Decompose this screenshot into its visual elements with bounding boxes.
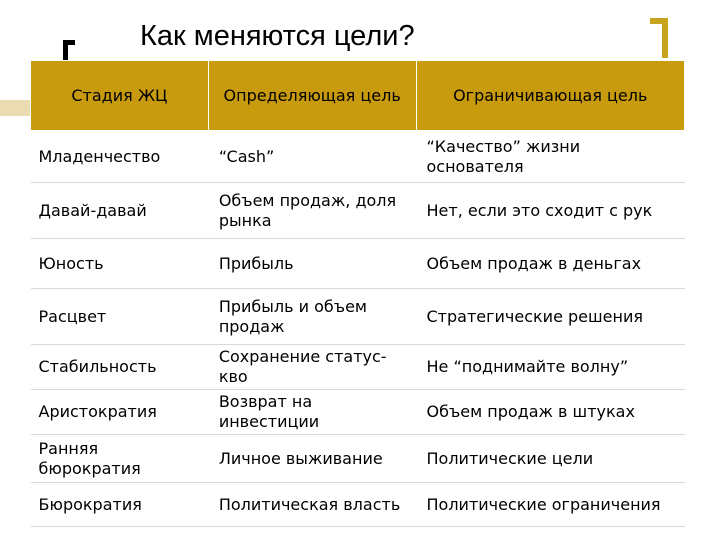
limiting-goal-cell: Не “поднимайте волну” [416, 345, 685, 390]
limiting-goal-cell: Объем продаж в деньгах [416, 239, 685, 289]
defining-goal-cell: Личное выживание [208, 435, 416, 483]
table-row [31, 183, 685, 239]
stage-cell: Юность [31, 239, 209, 289]
defining-goal-cell: Объем продаж, доля рынка [208, 183, 416, 239]
goals-table [30, 60, 685, 527]
page-title: Как меняются цели? [140, 20, 415, 52]
defining-goal-cell: “Cash” [208, 131, 416, 183]
stage-cell: Бюрократия [31, 483, 209, 527]
stage-cell: Давай-давай [31, 183, 209, 239]
defining-goal-cell: Возврат на инвестиции [208, 390, 416, 435]
column-header-limiting-goal: Ограничивающая цель [416, 61, 685, 131]
table-row [31, 131, 685, 183]
column-header-stage: Стадия ЖЦ [31, 61, 209, 131]
defining-goal-cell: Сохранение статус-кво [208, 345, 416, 390]
table-row [31, 239, 685, 289]
table-row [31, 289, 685, 345]
table-row [31, 345, 685, 390]
limiting-goal-cell: Стратегические решения [416, 289, 685, 345]
column-header-defining-goal: Определяющая цель [208, 61, 416, 131]
stage-cell: Ранняя бюрократия [31, 435, 209, 483]
limiting-goal-cell: Нет, если это сходит с рук [416, 183, 685, 239]
table-row [31, 390, 685, 435]
limiting-goal-cell: Объем продаж в штуках [416, 390, 685, 435]
defining-goal-cell: Политическая власть [208, 483, 416, 527]
corner-bracket-right [650, 18, 668, 58]
stage-cell: Стабильность [31, 345, 209, 390]
defining-goal-cell: Прибыль [208, 239, 416, 289]
defining-goal-cell: Прибыль и объем продаж [208, 289, 416, 345]
limiting-goal-cell: Политические ограничения [416, 483, 685, 527]
limiting-goal-cell: Политические цели [416, 435, 685, 483]
stage-cell: Расцвет [31, 289, 209, 345]
stage-cell: Младенчество [31, 131, 209, 183]
table-header-row [31, 61, 685, 131]
table-row [31, 435, 685, 483]
limiting-goal-cell: “Качество” жизни основателя [416, 131, 685, 183]
table-row [31, 483, 685, 527]
stage-cell: Аристократия [31, 390, 209, 435]
